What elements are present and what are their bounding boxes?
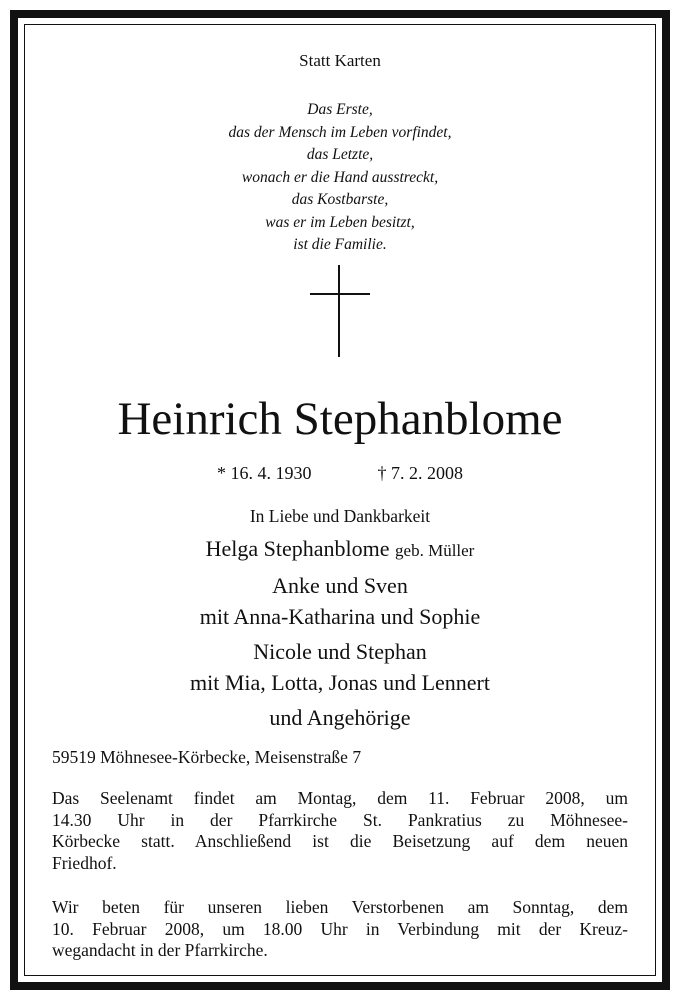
service-line: Das Seelenamt findet am Montag, dem 11. Februar 2008, um xyxy=(52,788,628,808)
birth-date: * 16. 4. 1930 xyxy=(217,463,312,483)
poem-line: das Letzte, xyxy=(306,146,374,163)
spouse-maiden-name: geb. Müller xyxy=(395,541,475,560)
poem-line: wonach er die Hand ausstreckt, xyxy=(241,168,439,186)
mourners-list xyxy=(52,533,628,733)
poem-line: das Kostbarste, xyxy=(291,191,389,208)
inner-frame xyxy=(24,24,656,976)
address: 59519 Möhnesee-Körbecke, Meisenstraße 7 xyxy=(52,747,362,767)
deceased-name: Heinrich Stephanblome xyxy=(117,393,563,445)
service-line: Körbecke statt. Anschließend ist die Beisetzung auf dem neuen xyxy=(52,831,628,851)
spouse-line xyxy=(52,533,628,566)
mourner-line: Nicole und Stephan xyxy=(253,639,427,664)
mourner-line: und Angehörige xyxy=(269,705,411,730)
notice-content xyxy=(52,25,628,975)
service-line: Friedhof. xyxy=(52,852,117,873)
service-line: 14.30 Uhr in der Pfarrkirche St. Pankratius zu Möhnesee- xyxy=(52,809,628,830)
poem-line: ist die Familie. xyxy=(293,236,387,253)
prayer-line: 10. Februar 2008, um 18.00 Uhr in Verbindung mit der Kreuz- xyxy=(52,918,628,939)
death-date: † 7. 2. 2008 xyxy=(377,463,463,483)
poem-line: was er im Leben besitzt, xyxy=(265,213,415,231)
mourner-line: mit Anna-Katharina und Sophie xyxy=(199,604,481,629)
spouse-name: Helga Stephanblome xyxy=(205,536,390,561)
obituary-notice xyxy=(10,10,670,990)
mourner-line: Anke und Sven xyxy=(272,573,408,598)
poem-line: Das Erste, xyxy=(307,101,373,118)
mourners-intro: In Liebe und Dankbarkeit xyxy=(249,506,431,526)
prayer-line: wegandacht in der Pfarrkirche. xyxy=(52,940,268,960)
life-dates xyxy=(52,463,628,484)
prayer-paragraph xyxy=(52,897,628,962)
mourner-line: mit Mia, Lotta, Jonas und Lennert xyxy=(190,670,490,695)
prayer-line: Wir beten für unseren lieben Verstorbenen am Sonntag, dem xyxy=(52,897,628,917)
poem-line: das der Mensch im Leben vorfindet, xyxy=(228,123,452,141)
header-text: Statt Karten xyxy=(299,51,381,70)
service-paragraph xyxy=(52,788,628,874)
poem xyxy=(52,99,628,257)
cross-icon xyxy=(310,265,370,357)
